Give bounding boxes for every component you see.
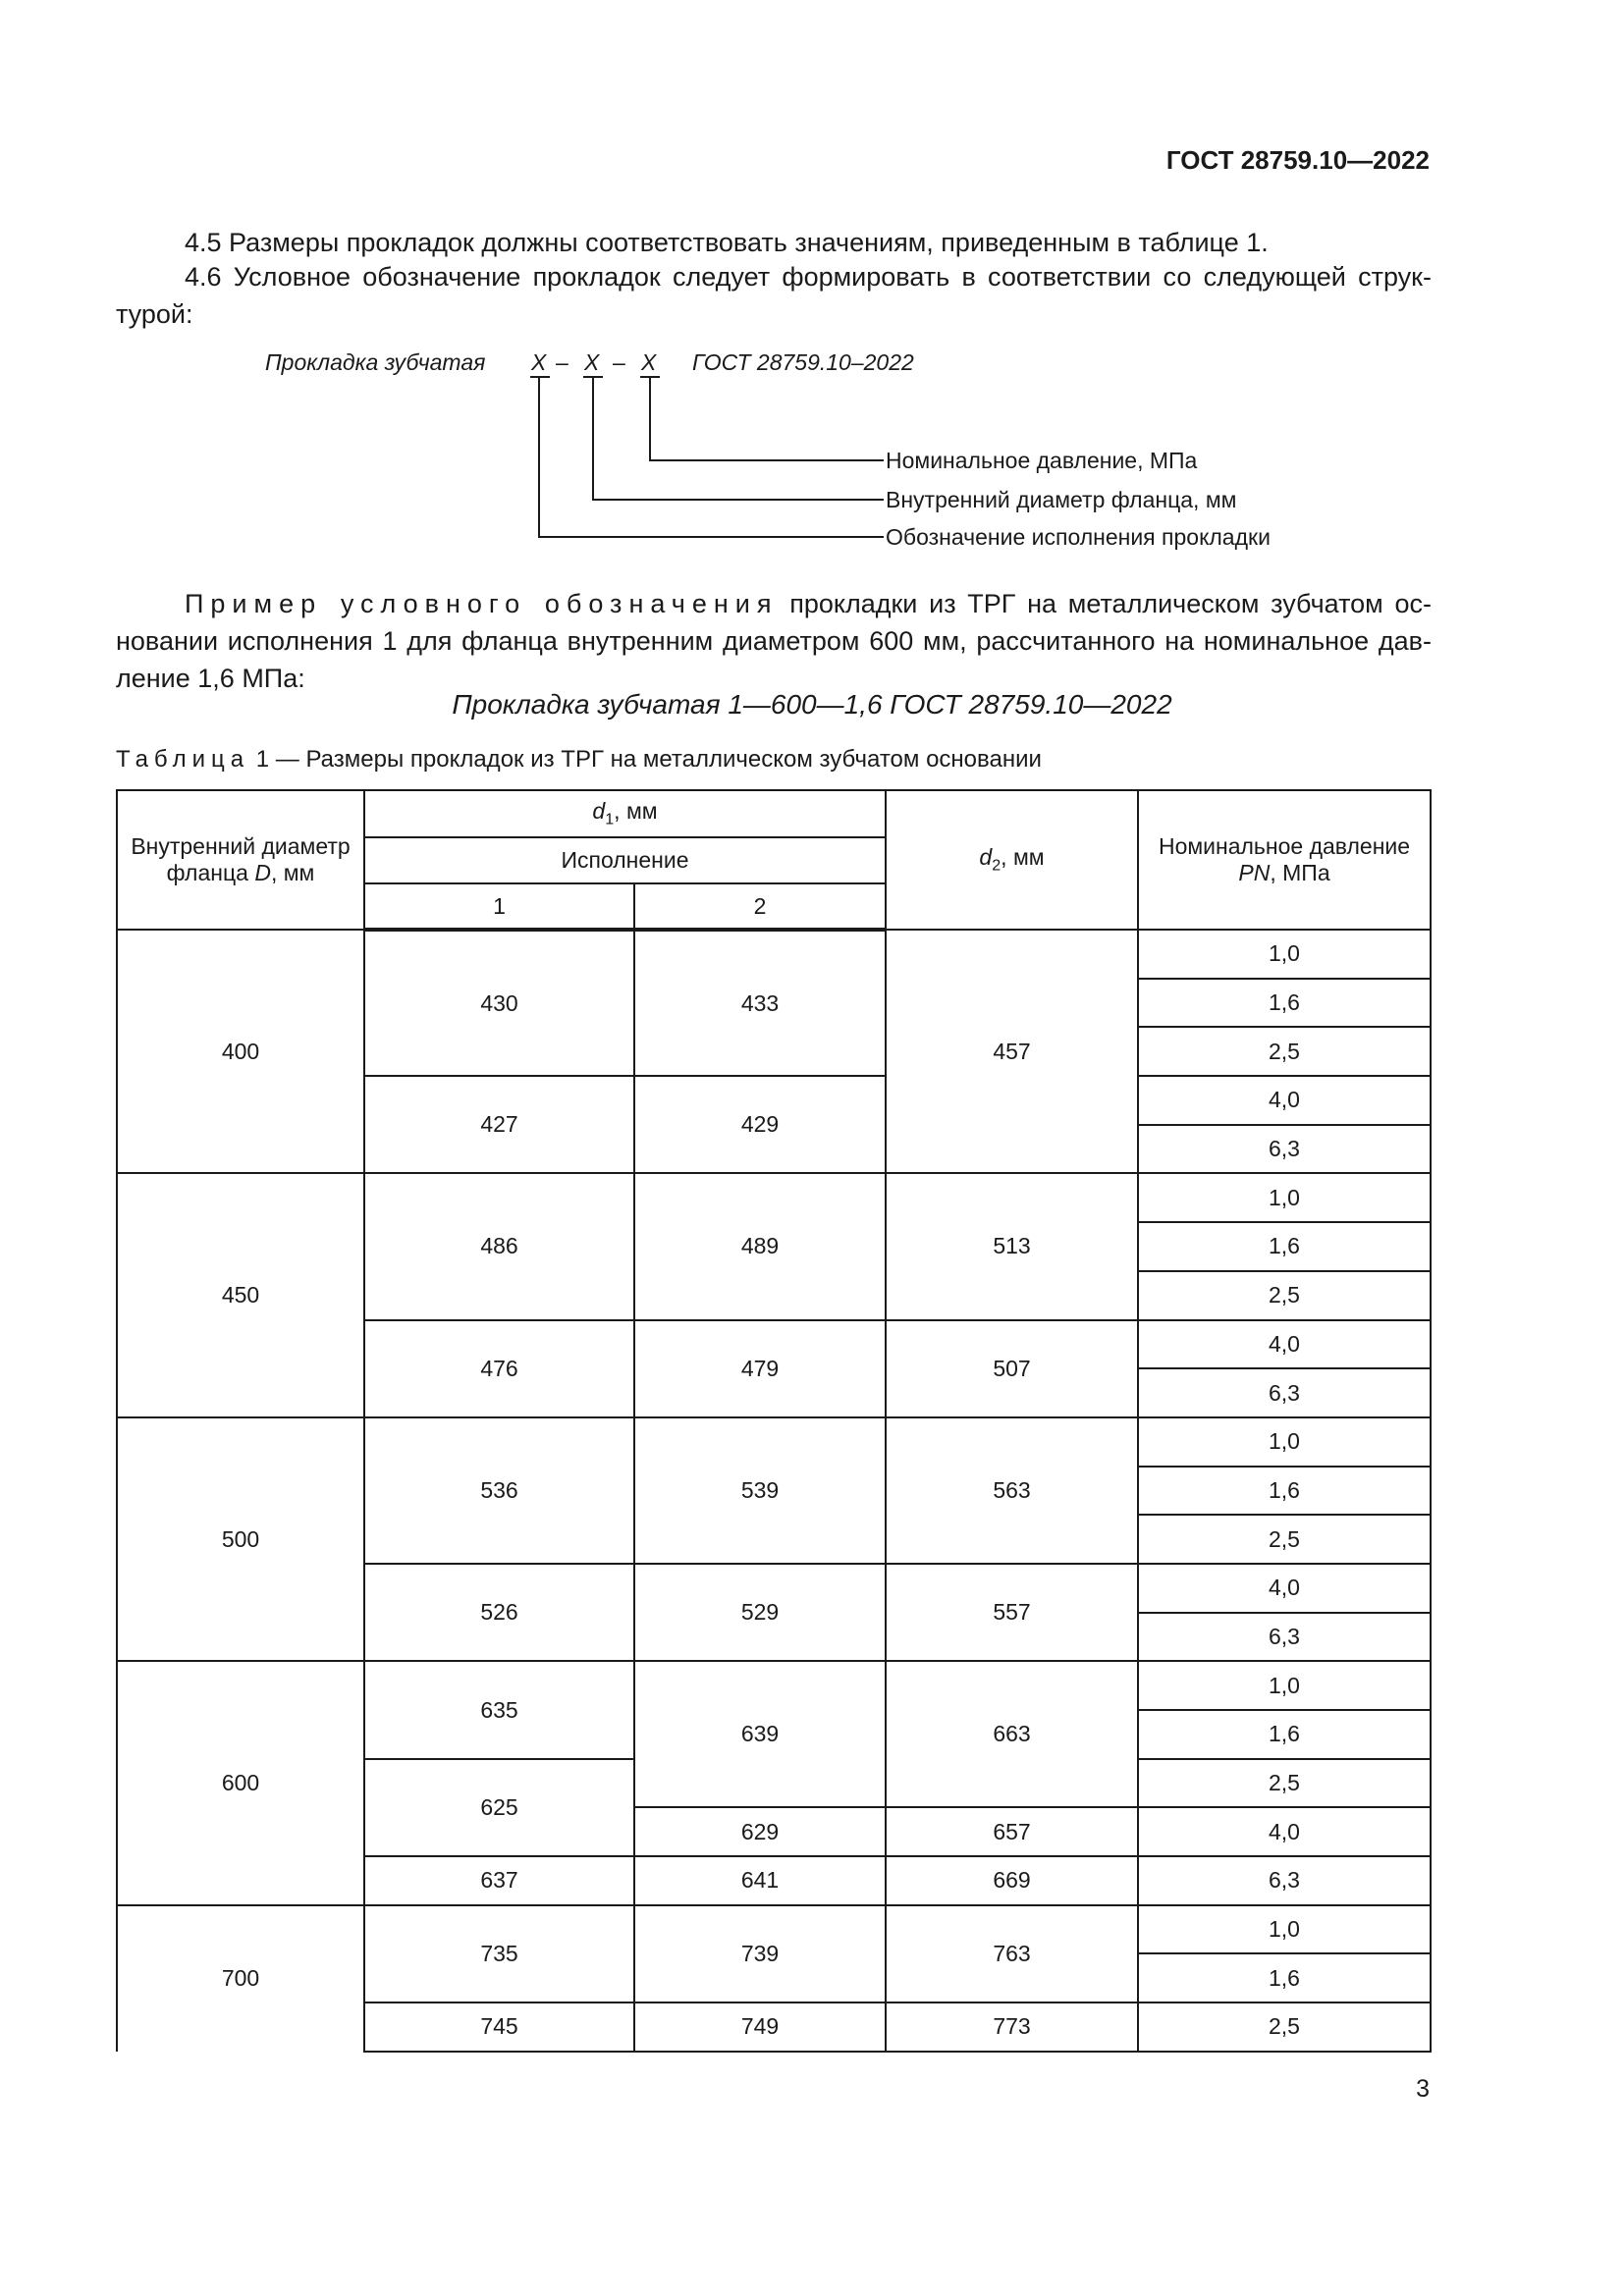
example-paragraph: [116, 585, 1432, 697]
cell-pn: 1,0: [1138, 1905, 1431, 1954]
cell-d1-v1: 637: [364, 1856, 634, 1905]
table-row: [117, 1173, 1431, 1222]
cell-d1-v2: 529: [634, 1564, 886, 1661]
paragraph-4-5: 4.5 Размеры прокладок должны соответствовать значениям, приведенным в таблице 1.: [185, 228, 1269, 257]
cell-d1-v1: 430: [364, 930, 634, 1076]
example-lead: Пример условного обозначения: [185, 589, 779, 618]
cell-diameter: 400: [117, 930, 364, 1173]
cell-diameter: 600: [117, 1661, 364, 1904]
cell-d1-v1: 745: [364, 2002, 634, 2052]
cell-pn: 2,5: [1138, 1515, 1431, 1564]
cell-diameter: 450: [117, 1173, 364, 1416]
cell-d1-v1: 427: [364, 1076, 634, 1173]
header-version-2: 2: [634, 883, 886, 930]
cell-pn: 1,0: [1138, 1417, 1431, 1467]
cell-d1-v1: 476: [364, 1320, 634, 1417]
cell-d1-v2: 739: [634, 1905, 886, 2002]
header-d1: $d_1$, мм: [364, 790, 886, 837]
cell-pn: 6,3: [1138, 1613, 1431, 1662]
cell-pn: 4,0: [1138, 1564, 1431, 1613]
schema-label-pressure: Номинальное давление, МПа: [886, 448, 1198, 473]
cell-d1-v2: 749: [634, 2002, 886, 2052]
table-caption: [116, 746, 1042, 774]
table-row: [117, 930, 1431, 979]
cell-pn: 4,0: [1138, 1320, 1431, 1369]
cell-pn: 1,6: [1138, 979, 1431, 1028]
cell-pn: 6,3: [1138, 1125, 1431, 1174]
cell-d1-v2: 433: [634, 930, 886, 1076]
schema-label-version: Обозначение исполнения прокладки: [886, 524, 1271, 550]
schema-dash-1: –: [556, 349, 568, 375]
table-row: [117, 1661, 1431, 1710]
cell-pn: 1,0: [1138, 930, 1431, 979]
standard-number: ГОСТ 28759.10—2022: [1165, 145, 1430, 175]
table-caption-word: Таблица: [116, 746, 250, 773]
schema-x-version: X: [531, 349, 547, 375]
dimensions-table: [116, 789, 1432, 2053]
cell-d2: 669: [886, 1856, 1138, 1905]
cell-pn: 6,3: [1138, 1856, 1431, 1905]
cell-pn: 1,0: [1138, 1661, 1431, 1710]
cell-d2: 563: [886, 1417, 1138, 1564]
cell-d2: 457: [886, 930, 1138, 1173]
schema-name: Прокладка зубчатая: [265, 349, 486, 375]
cell-d1-v2: 479: [634, 1320, 886, 1417]
cell-d2: 663: [886, 1661, 1138, 1807]
example-text: прокладки из ТРГ на металлическом зубчатом основании исполнения 1 для фланца внутренним диаметром 600 мм, рассчитанного на номинальное давление 1,6 МПа:: [116, 589, 1432, 693]
cell-pn: 1,6: [1138, 1953, 1431, 2002]
paragraph-4-6: 4.6 Условное обозначение прокладок следует формировать в соответствии со следующей структурой:: [116, 262, 1432, 329]
table-row: [117, 1417, 1431, 1467]
cell-d1-v1: 486: [364, 1173, 634, 1319]
cell-d1-v1: 735: [364, 1905, 634, 2002]
table-row: [117, 1905, 1431, 1954]
cell-d1-v2: 489: [634, 1173, 886, 1319]
cell-pn: 4,0: [1138, 1807, 1431, 1856]
cell-pn: 6,3: [1138, 1368, 1431, 1417]
designation-schema: [0, 344, 1624, 560]
schema-lines: [0, 344, 1624, 560]
cell-pn: 1,6: [1138, 1222, 1431, 1271]
schema-x-diameter: X: [584, 349, 600, 375]
cell-pn: 1,6: [1138, 1467, 1431, 1516]
table-caption-text: 1 — Размеры прокладок из ТРГ на металлическом зубчатом основании: [255, 746, 1042, 773]
cell-d1-v2: 639: [634, 1661, 886, 1807]
schema-x-pressure: X: [641, 349, 657, 375]
cell-d1-v2: 429: [634, 1076, 886, 1173]
cell-pn: 2,5: [1138, 2002, 1431, 2052]
header-d2: $d_2$, мм: [886, 790, 1138, 930]
cell-d1-v1: 625: [364, 1759, 634, 1856]
cell-d1-v1: 635: [364, 1661, 634, 1758]
cell-pn: 4,0: [1138, 1076, 1431, 1125]
cell-d1-v1: 526: [364, 1564, 634, 1661]
cell-d2: 763: [886, 1905, 1138, 2002]
schema-dash-2: –: [613, 349, 625, 375]
cell-d2: 773: [886, 2002, 1138, 2052]
cell-d2: 513: [886, 1173, 1138, 1319]
cell-diameter: 500: [117, 1417, 364, 1661]
cell-d1-v1: 536: [364, 1417, 634, 1564]
cell-pn: 1,6: [1138, 1710, 1431, 1759]
cell-d2: 557: [886, 1564, 1138, 1661]
cell-pn: 2,5: [1138, 1759, 1431, 1808]
header-version: Исполнение: [364, 837, 886, 883]
page-number: 3: [1416, 2075, 1430, 2103]
cell-pn: 2,5: [1138, 1027, 1431, 1076]
cell-diameter: 700: [117, 1905, 364, 2052]
header-inner-diameter: Внутренний диаметр фланца D, мм: [117, 790, 364, 930]
cell-pn: 1,0: [1138, 1173, 1431, 1222]
cell-d2: 657: [886, 1807, 1138, 1856]
example-formula: Прокладка зубчатая 1—600—1,6 ГОСТ 28759.10—2022: [452, 689, 1172, 720]
cell-d1-v2: 629: [634, 1807, 886, 1856]
cell-d2: 507: [886, 1320, 1138, 1417]
schema-label-diameter: Внутренний диаметр фланца, мм: [886, 487, 1237, 512]
cell-d1-v2: 539: [634, 1417, 886, 1564]
header-nominal-pressure: Номинальное давление PN, МПа: [1138, 790, 1431, 930]
cell-d1-v2: 641: [634, 1856, 886, 1905]
header-version-1: 1: [364, 883, 634, 930]
schema-standard: ГОСТ 28759.10–2022: [692, 349, 914, 375]
cell-pn: 2,5: [1138, 1271, 1431, 1320]
